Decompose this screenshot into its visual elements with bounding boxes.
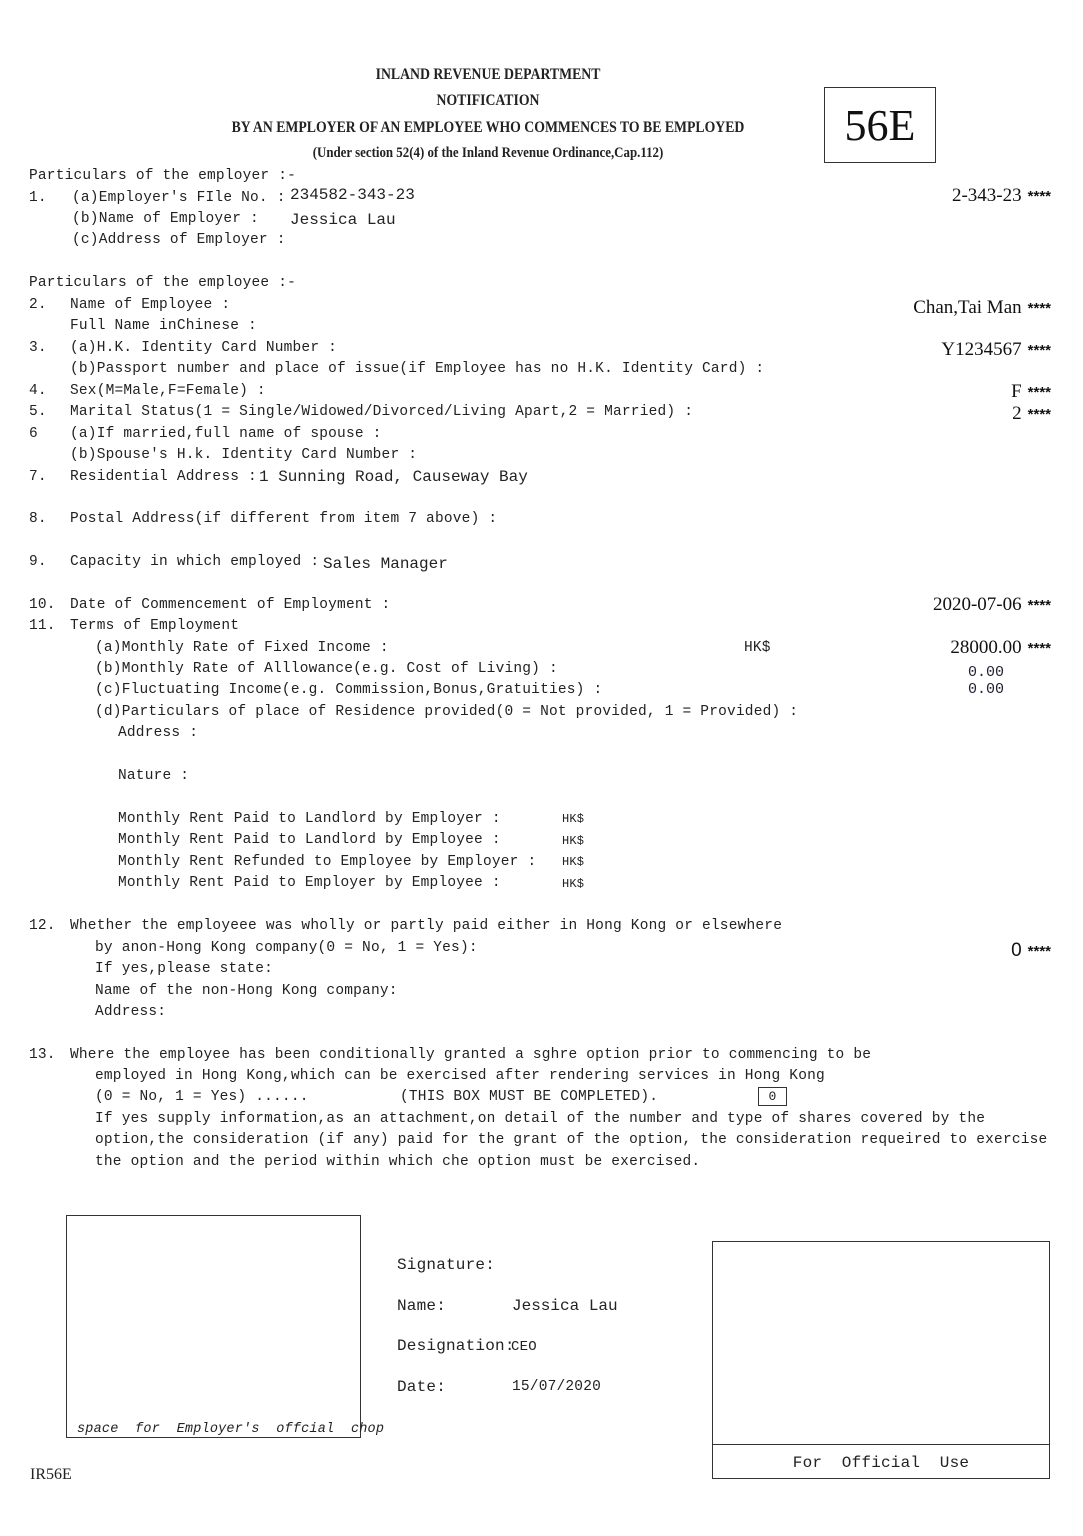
- employer-name-value[interactable]: Jessica Lau: [290, 211, 396, 229]
- item-number: 5.: [29, 404, 47, 420]
- file-no-short: 2-343-23: [951, 185, 1022, 206]
- item-number: 11.: [29, 618, 56, 634]
- sex-label: Sex(M=Male,F=Female) :: [70, 383, 266, 399]
- rent-row-currency: HK$: [562, 855, 585, 869]
- hkid-text: Y1234567: [941, 339, 1022, 360]
- stars-marker: ****: [1027, 406, 1051, 423]
- official-use-box: [712, 1241, 1050, 1479]
- allowance-value[interactable]: 0.00: [968, 664, 1005, 681]
- stars-marker: ****: [1027, 342, 1051, 359]
- residence-address-label: Address :: [118, 725, 199, 741]
- rent-row-label: Monthly Rent Paid to Landlord by Employer :: [118, 811, 501, 827]
- item-number: 3.: [29, 340, 47, 356]
- fixed-income-value[interactable]: [950, 637, 1051, 659]
- rent-row-currency: HK$: [562, 834, 585, 848]
- hkid-label: (a)H.K. Identity Card Number :: [70, 340, 338, 356]
- employer-file-no-label: (a)Employer's FIle No. :: [72, 190, 286, 206]
- capacity-value[interactable]: Sales Manager: [323, 555, 448, 573]
- commencement-text: 2020-07-06: [932, 594, 1022, 615]
- chinese-name-label: Full Name inChinese :: [70, 318, 257, 334]
- rent-row-label: Monthly Rent Paid to Landlord by Employee :: [118, 832, 501, 848]
- item12-value[interactable]: [1011, 940, 1051, 962]
- allowance-label: (b)Monthly Rate of Alllowance(e.g. Cost of Living) :: [95, 661, 558, 677]
- form-code-box: [824, 87, 936, 163]
- residence-label: (d)Particulars of place of Residence provided(0 = Not provided, 1 = Provided) :: [95, 704, 799, 720]
- signature-label: Signature:: [397, 1256, 496, 1274]
- commencement-value[interactable]: [933, 594, 1051, 616]
- sex-value[interactable]: [1011, 381, 1051, 403]
- residence-nature-label: Nature :: [118, 768, 190, 784]
- marital-label: Marital Status(1 = Single/Widowed/Divorced/Living Apart,2 = Married) :: [70, 404, 694, 420]
- item-number: 8.: [29, 511, 47, 527]
- employer-section-title: Particulars of the employer :-: [29, 168, 297, 184]
- item12-line5: Address:: [95, 1004, 167, 1020]
- employee-name-text: Chan,Tai Man: [913, 297, 1022, 318]
- terms-title: Terms of Employment: [70, 618, 240, 634]
- designation-label: Designation:: [397, 1337, 515, 1355]
- item-number: 6: [29, 426, 38, 442]
- rent-row-currency: HK$: [562, 877, 585, 891]
- item12-line4: Name of the non-Hong Kong company:: [95, 983, 398, 999]
- hkid-value[interactable]: [941, 339, 1051, 361]
- designation-value[interactable]: CEO: [511, 1339, 537, 1355]
- signatory-name-value[interactable]: Jessica Lau: [512, 1297, 618, 1315]
- share-option-value: 0: [768, 1089, 777, 1104]
- signatory-name-label: Name:: [397, 1297, 447, 1315]
- form-subtitle: BY AN EMPLOYER OF AN EMPLOYEE WHO COMMENCES TO BE EMPLOYED: [231, 119, 745, 136]
- item13-line4: If yes supply information,as an attachment,on detail of the number and type of shares covered by the: [95, 1111, 986, 1127]
- notification-title: NOTIFICATION: [436, 92, 540, 109]
- residential-label: Residential Address :: [70, 469, 257, 485]
- employer-file-no-value[interactable]: 234582-343-23: [290, 186, 415, 204]
- stars-marker: ****: [1027, 188, 1051, 205]
- stars-marker: ****: [1027, 300, 1051, 317]
- item13-line3a: (0 = No, 1 = Yes) ......: [95, 1089, 309, 1105]
- employee-name-label: Name of Employee :: [70, 297, 231, 313]
- spouse-id-label: (b)Spouse's H.k. Identity Card Number :: [70, 447, 418, 463]
- item-number: 12.: [29, 918, 56, 934]
- stars-marker: ****: [1027, 640, 1051, 657]
- marital-value[interactable]: [1012, 403, 1051, 425]
- item-number: 13.: [29, 1047, 56, 1063]
- employer-chop-box[interactable]: [66, 1215, 385, 1438]
- rent-row-label: Monthly Rent Paid to Employer by Employee :: [118, 875, 501, 891]
- item-number: 4.: [29, 383, 47, 399]
- residential-value[interactable]: 1 Sunning Road, Causeway Bay: [259, 468, 528, 486]
- item-number: 1.: [29, 190, 47, 206]
- item12-line2: by anon-Hong Kong company(0 = No, 1 = Yes):: [95, 940, 478, 956]
- stars-marker: ****: [1027, 943, 1051, 960]
- item12-line1: Whether the employeee was wholly or partly paid either in Hong Kong or elsewhere: [70, 918, 783, 934]
- rent-row-currency: HK$: [562, 812, 585, 826]
- item13-line2: employed in Hong Kong,which can be exercised after rendering services in Hong Kong: [95, 1068, 825, 1084]
- fluctuating-label: (c)Fluctuating Income(e.g. Commission,Bonus,Gratuities) :: [95, 682, 603, 698]
- item13-line1: Where the employee has been conditionally granted a sghre option prior to commencing to be: [70, 1047, 872, 1063]
- marital-text: 2: [1012, 403, 1022, 424]
- item13-line3b: (THIS BOX MUST BE COMPLETED).: [400, 1089, 659, 1105]
- sex-text: F: [1011, 381, 1022, 402]
- currency-label: HK$: [744, 640, 771, 656]
- ordinance-reference: (Under section 52(4) of the Inland Revenue Ordinance,Cap.112): [312, 145, 664, 161]
- stars-marker: ****: [1027, 597, 1051, 614]
- spouse-name-label: (a)If married,full name of spouse :: [70, 426, 382, 442]
- postal-label: Postal Address(if different from item 7 above) :: [70, 511, 498, 527]
- employee-section-title: Particulars of the employee :-: [29, 275, 297, 291]
- official-use-divider: [713, 1444, 1049, 1445]
- item12-value-text: 0: [1011, 940, 1022, 961]
- form-code: 56E: [844, 100, 916, 150]
- official-use-label: For Official Use: [792, 1454, 970, 1472]
- item-number: 7.: [29, 469, 47, 485]
- item-number: 9.: [29, 554, 47, 570]
- share-option-box[interactable]: [758, 1087, 787, 1106]
- item-number: 2.: [29, 297, 47, 313]
- fixed-income-text: 28000.00: [950, 637, 1022, 658]
- employer-file-no-right: [952, 185, 1051, 207]
- fluctuating-value[interactable]: 0.00: [968, 681, 1005, 698]
- dept-title: INLAND REVENUE DEPARTMENT: [375, 66, 601, 83]
- chop-caption: space for Employer's offcial chop: [77, 1422, 385, 1437]
- capacity-label: Capacity in which employed :: [70, 554, 320, 570]
- stars-marker: ****: [1027, 384, 1051, 401]
- rent-row-label: Monthly Rent Refunded to Employee by Employer :: [118, 854, 537, 870]
- item13-line6: the option and the period within which che option must be exercised.: [95, 1154, 701, 1170]
- item-number: 10.: [29, 597, 56, 613]
- employer-name-label: (b)Name of Employer :: [72, 211, 259, 227]
- item13-line5: option,the consideration (if any) paid for the grant of the option, the consideration requeired to exercise: [95, 1132, 1048, 1148]
- item12-line3: If yes,please state:: [95, 961, 274, 977]
- form-id: IR56E: [30, 1466, 72, 1483]
- fixed-income-label: (a)Monthly Rate of Fixed Income :: [95, 640, 389, 656]
- employer-address-label: (c)Address of Employer :: [72, 232, 286, 248]
- date-value[interactable]: 15/07/2020: [512, 1379, 602, 1395]
- employee-name-value[interactable]: [913, 297, 1051, 319]
- passport-label: (b)Passport number and place of issue(if Employee has no H.K. Identity Card) :: [70, 361, 765, 377]
- commencement-label: Date of Commencement of Employment :: [70, 597, 391, 613]
- date-label: Date:: [397, 1378, 447, 1396]
